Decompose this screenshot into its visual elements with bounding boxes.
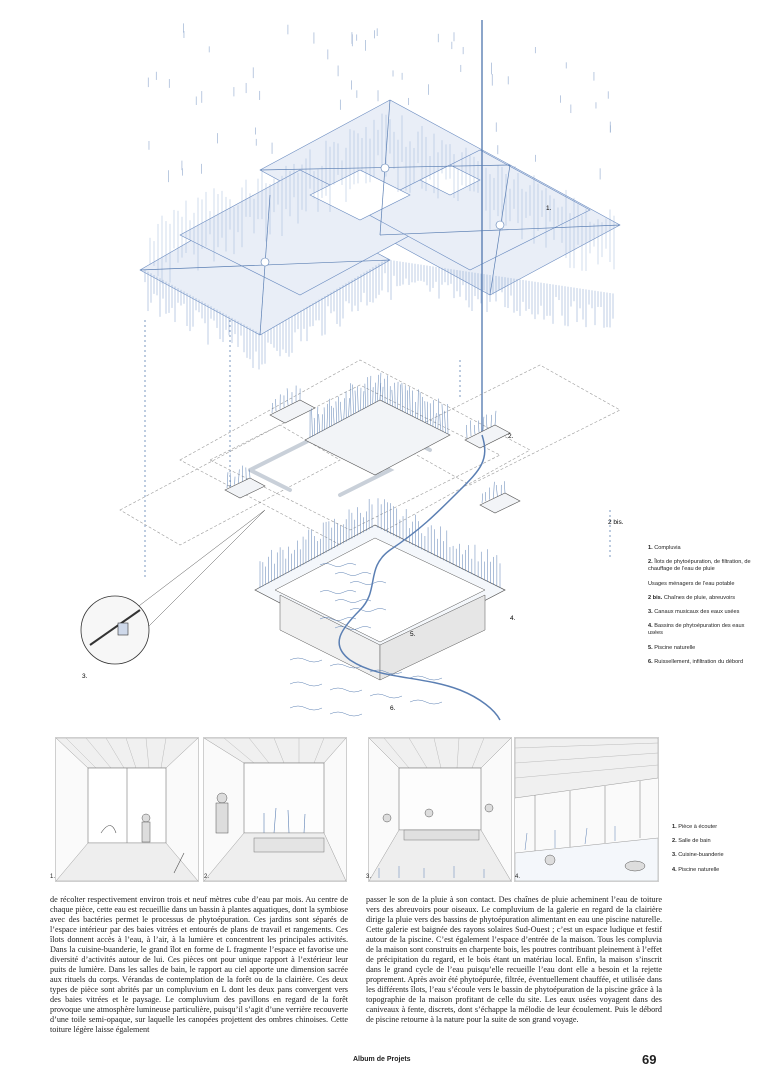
compluvium-opening-icon (496, 221, 504, 229)
phytoepuration-islands (225, 400, 520, 513)
diagram-legend (648, 545, 758, 673)
label-4: 4. (510, 615, 516, 622)
sketch-drawing (56, 738, 198, 881)
page-number: 69 (642, 1052, 657, 1067)
sketch-drawing (515, 738, 658, 881)
water-cycle-axonometric-diagram (60, 20, 650, 735)
legend-item: 4. Piscine naturelle (672, 866, 720, 873)
legend-item: 4. Bassins de phytoépuration des eaux usées (648, 623, 745, 637)
sketch-drawing (204, 738, 346, 881)
sketch-cuisine-buanderie (368, 737, 512, 882)
label-3: 3. (82, 673, 88, 680)
legend-item: 2. Îlots de phytoépuration, de filtration, de chauffage de l’eau de pluie (648, 559, 751, 573)
natural-pool (255, 525, 505, 680)
legend-item: 3. Canaux musicaux des eaux usées (648, 609, 740, 616)
compluvia-roof (140, 100, 620, 335)
compluvium-opening-icon (381, 164, 389, 172)
detail-magnifier (81, 510, 265, 664)
body-text-column-2: passer le son de la pluie à son contact. Des chaînes de pluie acheminent l’eau de toiture vers des abreuvoirs pour oiseaux. Le compluvium de la galerie en regard de la clairière dirige la pluie vers des bassins de phytoépuration alimentant en eau une piscine naturelle. Cette galerie est baignée des rayons solaires Sud-Ouest ; c’est un espace ludique et festif autour de la piscine. C’est également l’espace d’entrée de la maison. Tous les compluvia de la maison sont construits en charpente bois, les poutres contribuant pleinement à l’effet de précipitation du regard, et le bois étant un matériau local. Enfin, la maison s’inscrit dans le grand cycle de l’eau puisqu’elle recueille l’eau dont elle a besoin et la rejette proprement. Après avoir été phytoépurée, filtrée, éventuellement chauffée, et utilisée dans les différents îlots, l’eau s’écoule vers le bassin de phytoépuration de la piscine grâce à la topographie de la maison profitant de celle du site. Les eaux usées voyagent dans des caniveaux à fente, discrets, dont s’échappe la mélodie de leur écoulement. Puis le débord de piscine retourne à la nature pour la suite de son grand voyage. (366, 895, 662, 1024)
label-6: 6. (390, 705, 396, 712)
legend-item: 6. Ruissellement, infiltration du débord (648, 658, 744, 665)
sketch-drawing (369, 738, 511, 881)
legend-item: 1. Compluvia (648, 545, 681, 551)
legend-item: 2 bis. Chaînes de pluie, abreuvoirs (648, 594, 736, 601)
body-text-column-1: de récolter respectivement environ trois et neuf mètres cube d’eau par mois. Au centre de chaque pièce, cette eau est recueillie dans un bassin à plantes aquatiques, dont la symbiose avec des bactéries permet le processus de phytoépuration. Ces jardins sont séparés de l’espace intérieur par des baies vitrées et entourés de plans de travail et rangements. Ces îlots donnent accès à l’eau, à l’air, à la lumière et concentrent les principales activités. Dans la cuisine-buanderie, le grand îlot en forme de L fragmente l’espace et favorise une diversité d’activités autour de lui. Ces pièces ont pour unique rapport à l’extérieur leur puits de lumière. Dans les salles de bain, le rapport au ciel apporte une dimension sacrée aux rituels du corps. Vérandas de contemplation de la forêt ou de la clairière. Ces deux types de pièce sont abrités par un compluvium en L dont les deux pans convergent vers des baies vitrées et le paysage. Le compluvium des pavillons en regard de la forêt provoque une atmosphère lumineuse particulière, puisqu’il s’agit d’une verrière recouverte d’une toile semi-opaque, sur laquelle les canopées projettent des ombres chinoises. Cette toiture légère laisse également (50, 895, 348, 1034)
sketch-number: 1. (50, 874, 56, 880)
legend-item: 1. Pièce à écouter (672, 824, 718, 830)
legend-item: 2. Salle de bain (672, 838, 711, 845)
footer-title: Album de Projets (353, 1056, 411, 1063)
label-2: 2. (508, 433, 514, 440)
legend-item: Usages ménagers de l’eau potable (648, 580, 735, 587)
label-1: 1. (546, 205, 552, 212)
sketch-number: 2. (204, 874, 210, 880)
label-2bis: 2 bis. (608, 519, 624, 526)
sketch-piscine-naturelle (514, 737, 659, 882)
sketch-salle-de-bain (203, 737, 347, 882)
compluvium-opening-icon (261, 258, 269, 266)
legend-item: 3. Cuisine-buanderie (672, 852, 724, 859)
sketch-piece-a-ecouter (55, 737, 199, 882)
legend-item: 5. Piscine naturelle (648, 644, 696, 651)
sketch-number: 3. (366, 874, 372, 880)
label-5: 5. (410, 631, 416, 638)
sketch-legend (672, 824, 762, 881)
sketch-number: 4. (515, 874, 521, 880)
